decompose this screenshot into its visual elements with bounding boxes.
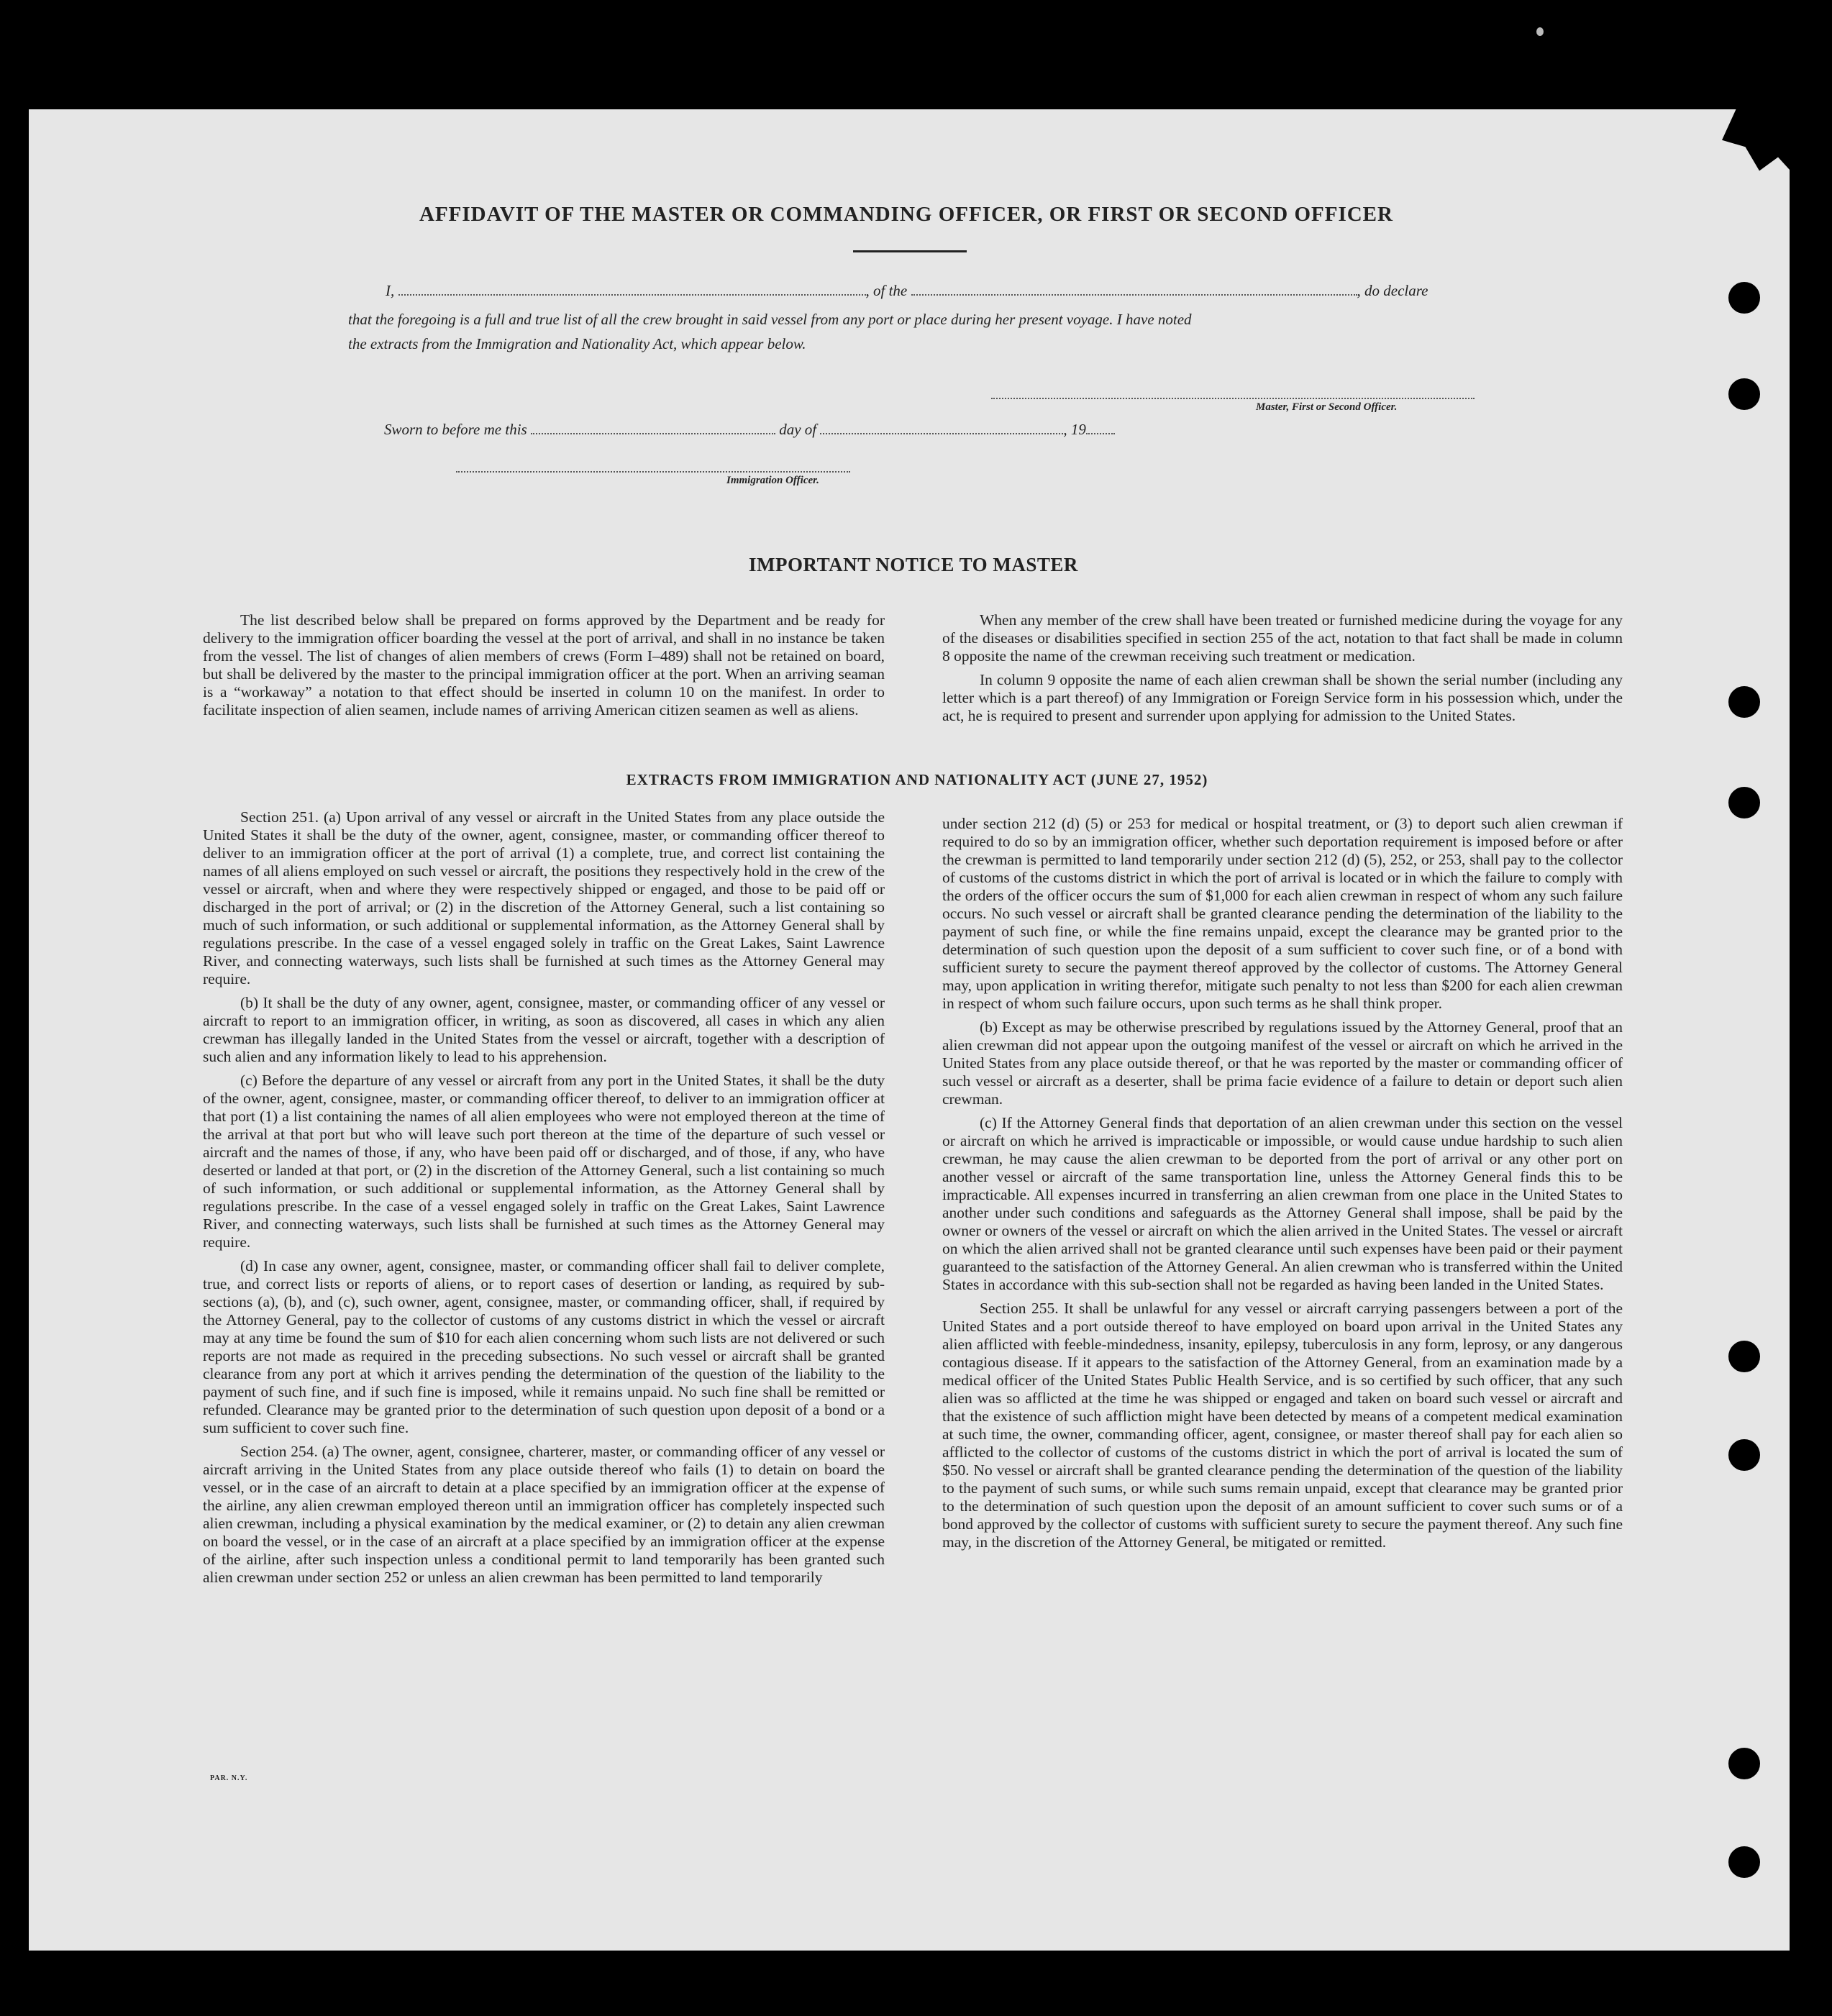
sworn-label: Sworn to before me this — [384, 421, 527, 438]
binder-hole — [1728, 1439, 1760, 1471]
binder-hole — [1728, 1748, 1760, 1779]
affidavit-title: AFFIDAVIT OF THE MASTER OR COMMANDING OFFICER, OR FIRST OR SECOND OFFICER — [419, 203, 1393, 226]
sworn-line — [384, 421, 1115, 439]
extract-paragraph: Section 254. (a) The owner, agent, consignee, charterer, master, or commanding officer of any vessel or aircraft arriving in the United States from any place outside thereof who fails (1) to detain on board the vessel, or in the case of an aircraft to detain at a place specified by an immigration officer at the expense of the airline, any alien crewman employed thereon until an immigration officer has completely inspected such alien crewman, including a physical examination by the medical examiner, or (2) to detain any alien crewman on board the vessel, or in the case of an aircraft at a place specified by an immigration officer at the expense of the airline, after such inspection unless a conditional permit to land temporarily has been granted such alien crewman under section 252 or unless an alien crewman has been permitted to land temporarily — [203, 1443, 885, 1586]
extract-paragraph: (b) It shall be the duty of any owner, agent, consignee, master, or commanding officer of any vessel or aircraft to report to an immigration officer, in writing, as soon as discovered, all cases in which any alien crewman has illegally landed in the United States from the vessel or aircraft, together with a description of such alien and any information likely to lead to his apprehension. — [203, 994, 885, 1065]
declaration-line-2: the extracts from the Immigration and Nationality Act, which appear below. — [348, 335, 806, 352]
printer-code: PAR. N.Y. — [210, 1774, 248, 1782]
sworn-day-field[interactable] — [531, 424, 775, 434]
binder-hole — [1728, 282, 1760, 314]
vessel-name-field[interactable] — [911, 286, 1357, 296]
notice-right-paragraph-1: When any member of the crew shall have been treated or furnished medicine during the voyage for any of the diseases or disabilities specified in section 255 of the act, notation to that fact shall be made in column 8 opposite the name of the crewman receiving such treatment or medication. — [942, 611, 1623, 665]
of-the-label: , of the — [865, 282, 908, 299]
master-signature-line[interactable] — [991, 398, 1475, 399]
extracts-left-column — [203, 808, 885, 1592]
extract-paragraph: under section 212 (d) (5) or 253 for medical or hospital treatment, or (3) to deport such alien crewman if required to do so by an immigration officer, whether such deportation requirement is imposed before or after the crewman is permitted to land temporarily under section 212 (d) (5), 252, or 253, shall pay to the collector of customs of the customs district in which the port of arrival is located or in which the failure to comply with the orders of the officer occurs the sum of $1,000 for each alien crewman in respect of whom any such failure occurs. No such vessel or aircraft shall be granted clearance pending the determination of the liability to the payment of such fine, or while the fine remains unpaid, except the clearance may be granted prior to the determination of such question upon the deposit of a sum sufficient to cover such fine, or of a bond with sufficient surety to secure the payment thereof approved by the collector of customs. The Attorney General may, upon application in writing therefor, mitigate such penalty to not less than $200 for each alien crewman in respect of whom such failure occurs, upon such terms as he shall think proper. — [942, 815, 1623, 1012]
extracts-title: EXTRACTS FROM IMMIGRATION AND NATIONALITY ACT (JUNE 27, 1952) — [626, 771, 1208, 788]
immigration-officer-label: Immigration Officer. — [726, 475, 819, 486]
notice-title: IMPORTANT NOTICE TO MASTER — [749, 554, 1078, 575]
year-label: , 19 — [1063, 421, 1086, 438]
binder-hole — [1728, 378, 1760, 410]
notice-right-column — [942, 611, 1623, 731]
declaration-line-1: that the foregoing is a full and true list of all the crew brought in said vessel from any port or place during her present voyage. I have noted — [348, 311, 1192, 328]
notice-left-column — [203, 611, 885, 725]
declarant-name-field[interactable] — [398, 286, 866, 296]
extract-paragraph: (c) If the Attorney General finds that deportation of an alien crewman under this section on the vessel or aircraft on which he arrived is impracticable or impossible, or would cause undue hardship to such alien crewman, he may cause the alien crewman to be deported from the port of arrival or any other port on another vessel or aircraft of the same transportation line, unless the Attorney General finds this to be impracticable. All expenses incurred in transferring an alien crewman from one place in the United States to another under such conditions and safeguards as the Attorney General shall impose, shall be paid by the owner or owners of the vessel or aircraft on which the alien arrived in the United States. The vessel or aircraft on which the alien arrived shall not be granted clearance until such expenses have been paid or their payment guaranteed to the satisfaction of the Attorney General. An alien crewman who is transferred within the United States in accordance with this sub-section shall not be regarded as having been landed in the United States. — [942, 1114, 1623, 1293]
extract-paragraph: (c) Before the departure of any vessel or aircraft from any port in the United States, it shall be the duty of the owner, agent, consignee, master, or commanding officer thereof, to deliver to an immigration officer at that port (1) a list containing the names of all alien employees who were not employed thereon at the time of the arrival at that port but who will leave such port thereon at the time of the departure of such vessel or aircraft and the names of those, if any, who have been paid off or discharged, and of those, if any, who have deserted or landed at that port, or (2) in the discretion of the Attorney General, such a list containing so much of such information, or such additional or supplemental information, as the Attorney General shall by regulations prescribe. In the case of a vessel engaged solely in traffic on the Great Lakes, Saint Lawrence River, and connecting waterways, such lists shall be furnished at such times as the Attorney General may require. — [203, 1072, 885, 1251]
notice-left-paragraph: The list described below shall be prepared on forms approved by the Department and be ready for delivery to the immigration officer boarding the vessel at the port of arrival, and shall in no instance be taken from the vessel. The list of changes of alien members of crews (Form I–489) shall not be retained on board, but shall be delivered by the master to the principal immigration officer at the port. When an arriving seaman is a “workaway” a notation to that effect should be inserted in column 10 on the manifest. In order to facilitate inspection of alien seamen, include names of arriving American citizen seamen as well as aliens. — [203, 611, 885, 719]
day-of-label: day of — [779, 421, 817, 438]
do-declare-label: , do declare — [1357, 282, 1428, 299]
sworn-month-field[interactable] — [820, 424, 1063, 434]
extracts-right-column — [942, 815, 1623, 1557]
extract-paragraph: Section 251. (a) Upon arrival of any vessel or aircraft in the United States from any place outside the United States it shall be the duty of the owner, agent, consignee, master, or commanding officer thereof to deliver to an immigration officer at the port of arrival (1) a complete, true, and correct list containing the names of all aliens employed on such vessel or aircraft, the positions they respectively hold in the crew of the vessel or aircraft, when and where they were respectively shipped or engaged, and those to be paid off or discharged in the port of arrival; or (2) in the discretion of the Attorney General, such a list containing so much of such information, or such additional or supplemental information, as the Attorney General shall by regulations prescribe. In the case of a vessel engaged solely in traffic on the Great Lakes, Saint Lawrence River, and connecting waterways, such lists shall be furnished at such times as the Attorney General may require. — [203, 808, 885, 988]
binder-hole — [1728, 1846, 1760, 1878]
declarant-line — [386, 282, 1428, 300]
binder-hole — [1728, 686, 1760, 718]
extract-paragraph: (b) Except as may be otherwise prescribed by regulations issued by the Attorney General, proof that an alien crewman did not appear upon the outgoing manifest of the vessel or aircraft on which he arrived in the United States from any place outside thereof, or that he was reported by the master or commanding officer of such vessel or aircraft as a deserter, shall be prima facie evidence of a failure to detain or deport such alien crewman. — [942, 1018, 1623, 1108]
dust-speck — [1536, 27, 1544, 36]
binder-hole — [1728, 1341, 1760, 1372]
binder-hole — [1728, 787, 1760, 818]
title-divider — [853, 250, 967, 252]
sworn-year-field[interactable] — [1086, 424, 1115, 434]
immigration-officer-signature-line[interactable] — [456, 471, 850, 473]
extract-paragraph: Section 255. It shall be unlawful for any vessel or aircraft carrying passengers between a port of the United States and a port outside thereof to have employed on board upon arrival in the United States any alien afflicted with feeble-mindedness, insanity, epilepsy, tuberculosis in any form, leprosy, or any dangerous contagious disease. If it appears to the satisfaction of the Attorney General, from an examination made by a medical officer of the United States Public Health Service, and is so certified by such officer, that any such alien was so afflicted at the time he was shipped or engaged and taken on board such vessel or aircraft and that the existence of such affliction might have been detected by means of a competent medical examination at such time, the owner, commanding officer, agent, consignee, or master thereof shall pay for each alien so afflicted to the collector of customs of the customs district in which the port of arrival is located the sum of $50. No vessel or aircraft shall be granted clearance pending the determination of the question of the liability to the payment of such sums, or while such sums remain unpaid, except that clearance may be granted prior to the determination of such question upon the deposit of an amount sufficient to cover such sums or of a bond approved by the collector of customs with sufficient surety to secure the payment thereof. Any such fine may, in the discretion of the Attorney General, be mitigated or remitted. — [942, 1300, 1623, 1551]
extract-paragraph: (d) In case any owner, agent, consignee, master, or commanding officer shall fail to deliver complete, true, and correct lists or reports of aliens, or to report cases of desertion or landing, as required by sub-sections (a), (b), and (c), such owner, agent, consignee, master, or commanding officer, shall, if required by the Attorney General, pay to the collector of customs of any customs district in which the vessel or aircraft may at any time be found the sum of $10 for each alien concerning whom such lists are not delivered or such reports are not made as required in the preceding subsections. No such vessel or aircraft shall be granted clearance from any port at which it arrives pending the determination of the question of the liability to the payment of such fine, and if such fine is imposed, while it remains unpaid. No such fine shall be remitted or refunded. Clearance may be granted prior to the determination of such question upon deposit of a bond or a sum sufficient to cover such fine. — [203, 1257, 885, 1436]
master-signature-label: Master, First or Second Officer. — [1256, 401, 1398, 413]
i-label: I, — [386, 282, 395, 299]
notice-right-paragraph-2: In column 9 opposite the name of each alien crewman shall be shown the serial number (including any letter which is a part thereof) of any Immigration or Foreign Service form in his possession which, under the act, he is required to present and surrender upon applying for admission to the United States. — [942, 671, 1623, 724]
